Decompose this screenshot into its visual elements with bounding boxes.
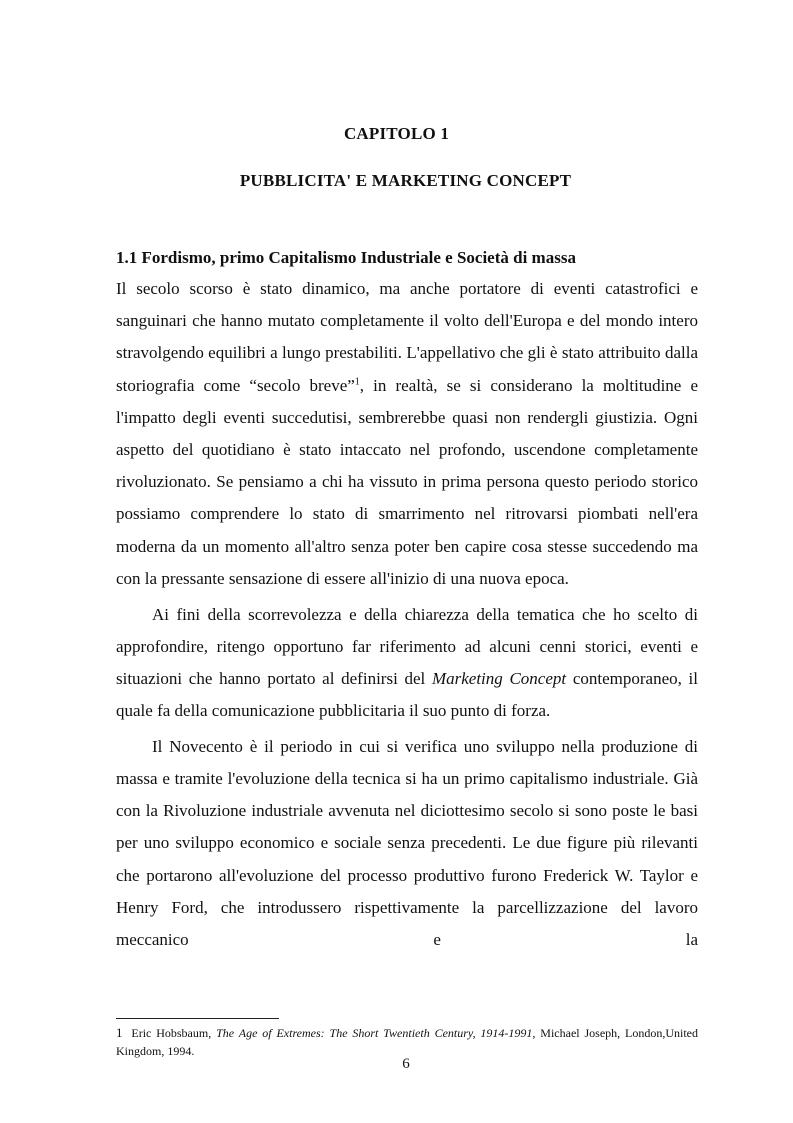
paragraph-1-text-a: Il secolo scorso è stato dinamico, ma anche portatore di eventi catastrofici e sanguinari che hanno mutato completamente il volto dell'Europa e del mondo intero stravolgendo equilibri a lungo prestabiliti. L'appellativo che gli è stato attribuito dalla storiografia come “secolo breve” xyxy=(116,279,698,395)
paragraph-2-text-b: contemporaneo, il quale fa della comunicazione pubblicitaria il suo punto di forza. xyxy=(116,668,699,721)
paragraph-1-text-b: , in realtà, se si considerano la moltitudine e l'impatto degli eventi succedutisi, sembrerebbe quasi non rendergli giustizia. Ogni aspetto del quotidiano è stato intaccato nel profondo, uscendone completamente rivoluzionato. Se pensiamo a chi ha vissuto in prima persona questo periodo storico possiamo comprendere lo stato di smarrimento nel ritrovarsi piombati nell'era moderna da un momento all'altro senza poter ben capire cosa stesse succedendo ma con la pressante sensazione di essere all'inizio di una nuova epoca. xyxy=(116,375,698,588)
footnote-work-title: The Age of Extremes: The Short Twentieth Century, 1914-1991, xyxy=(216,1026,536,1040)
chapter-number: CAPITOLO 1 xyxy=(343,124,450,143)
footnote-divider xyxy=(116,1018,279,1019)
paragraph-2-text-a: Ai fini della scorrevolezza e della chiarezza della tematica che ho scelto di approfondire, ritengo opportuno far riferimento ad alcuni cenni storici, eventi e situazioni che hanno portato al definirsi del xyxy=(116,604,698,688)
footnote-publisher: Michael Joseph, London,United Kingdom, 1994. xyxy=(116,1026,699,1058)
paragraph-3: Il Novecento è il periodo in cui si verifica uno sviluppo nella produzione di massa e tramite l'evoluzione della tecnica si ha un primo capitalismo industriale. Già con la Rivoluzione industriale avvenuta nel diciottesimo secolo si sono poste le basi per uno sviluppo economico e sociale senza precedenti. Le due figure più rilevanti che portarono all'evoluzione del processo produttivo furono Frederick W. Taylor e Henry Ford, che introdussero rispettivamente la parcellizzazione del lavoro meccanico e la xyxy=(116,736,698,950)
section-heading: 1.1 Fordismo, primo Capitalismo Industriale e Società di massa xyxy=(116,248,576,267)
footnote-number: 1 xyxy=(116,1025,123,1040)
body-text xyxy=(116,273,698,956)
page-number: 6 xyxy=(402,1056,410,1072)
footnote xyxy=(116,1024,698,1060)
marketing-concept-term: Marketing Concept xyxy=(431,668,567,688)
paragraph-1 xyxy=(116,273,698,595)
footnote-author: Eric Hobsbaum, xyxy=(131,1026,217,1040)
footnote-reference[interactable]: 1 xyxy=(354,375,360,387)
chapter-title: PUBBLICITA' E MARKETING CONCEPT xyxy=(239,171,572,190)
paragraph-2 xyxy=(116,599,698,728)
